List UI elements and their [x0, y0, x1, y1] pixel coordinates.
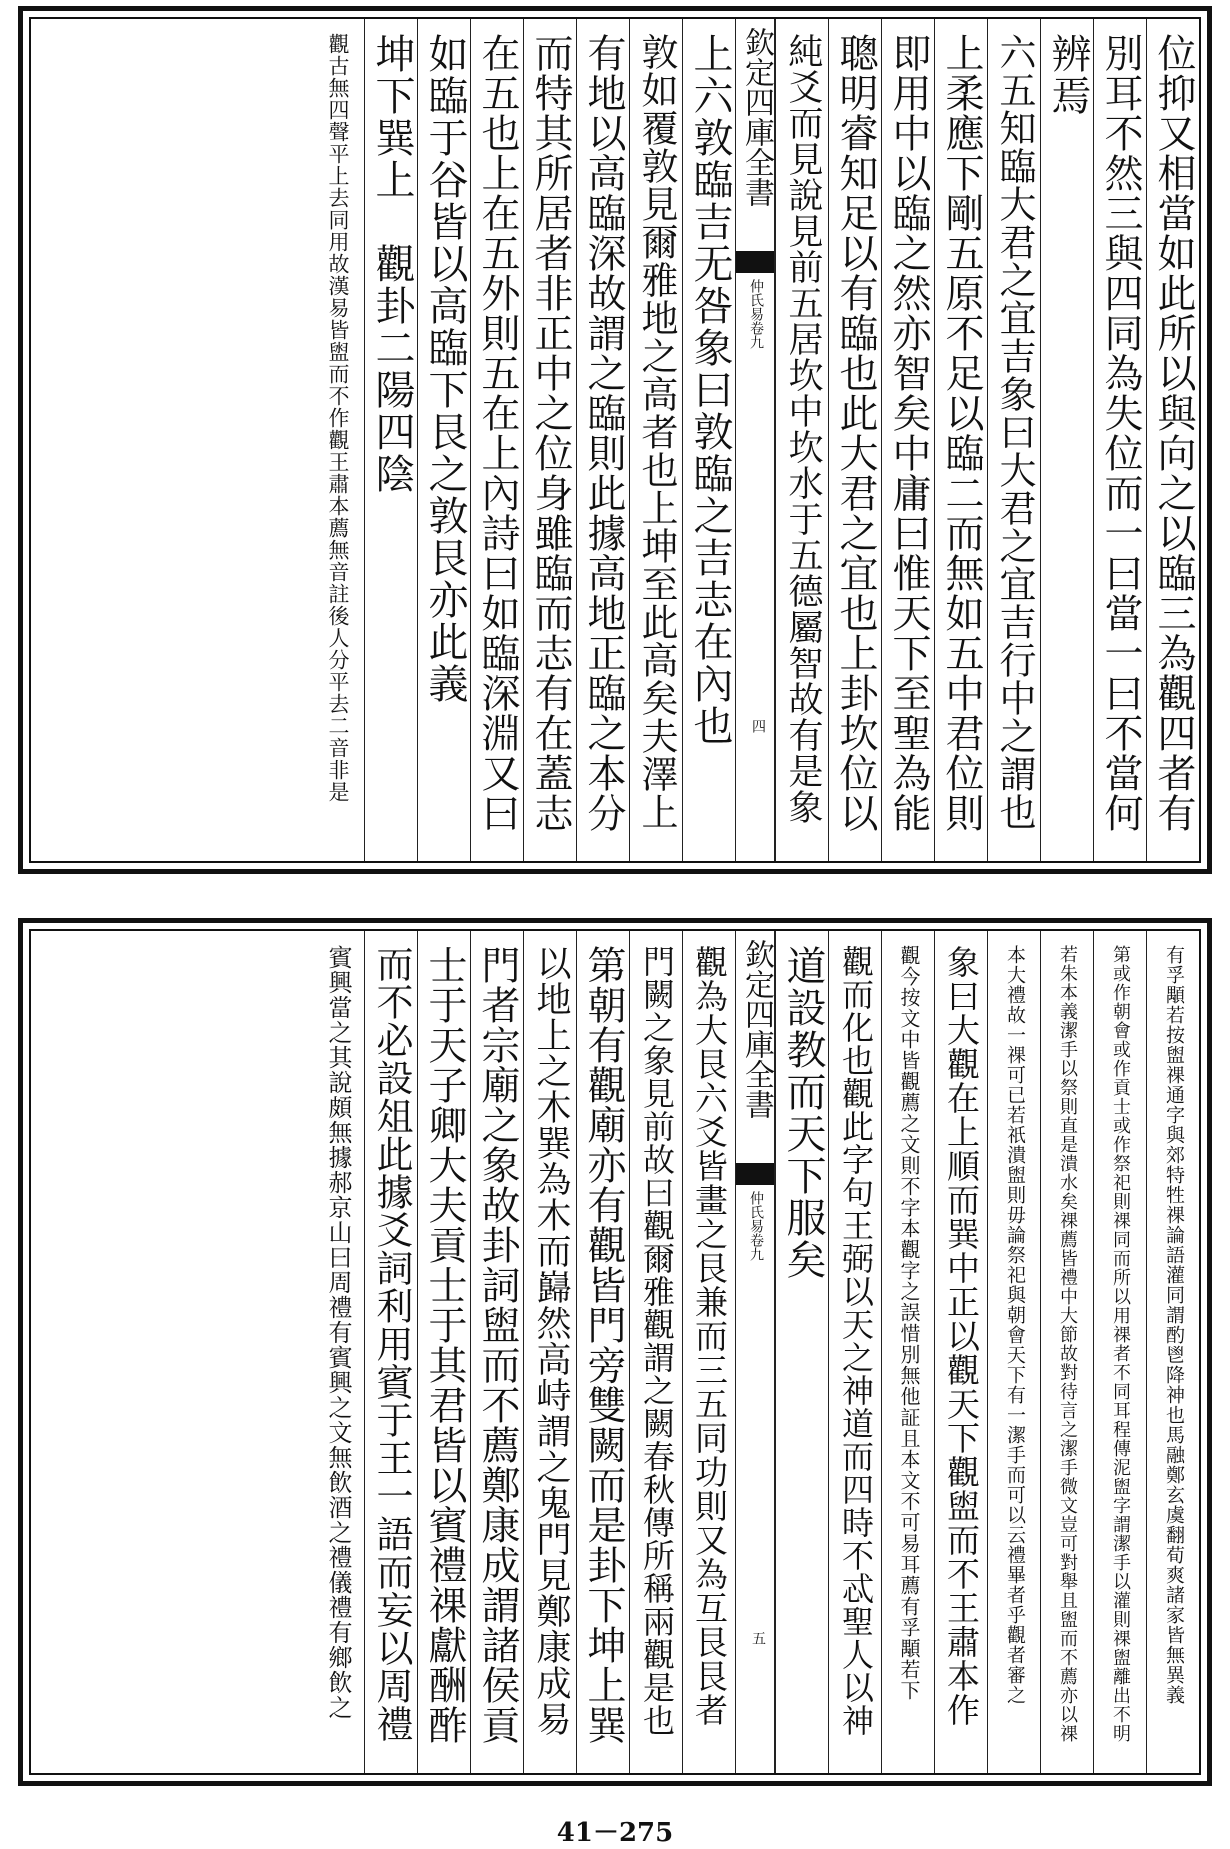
- column-text: 門闕之象見前故曰觀爾雅觀謂之闕春秋傳所稱兩觀是也: [638, 945, 676, 1737]
- column-text: 觀為大艮六爻皆畫之艮兼而三五同功則又為互艮艮者: [690, 945, 729, 1727]
- text-column: [1146, 19, 1199, 861]
- column-text: 上六敦臨吉无咎象曰敦臨之吉志在內也: [687, 33, 733, 747]
- text-column: [1040, 19, 1093, 861]
- column-text: 道設教而天下服矣: [780, 945, 826, 1281]
- column-text: 第或作朝會或作貢士或作祭祀則祼同而所以用祼者不同耳程傳泥盥字謂潔手以灌則祼盥離出不明: [1110, 945, 1131, 1743]
- column-text: 觀古無四聲平上去同用故漢易皆盥而不作觀王肅本薦無音註後人分平去二音非是: [326, 33, 350, 803]
- top-page-frame: [29, 17, 1201, 863]
- text-column: [828, 19, 881, 861]
- fishtail-mark: [736, 251, 774, 273]
- fishtail-mark: [736, 1163, 774, 1185]
- column-text: 聰明睿知足以有臨也此大君之宜也上卦坎位以: [833, 33, 878, 833]
- text-column: [576, 19, 629, 861]
- column-text: 純爻而見說見前五居坎中坎水于五德屬智故有是象: [783, 33, 823, 825]
- text-column: [364, 19, 417, 861]
- column-text: 士于天子卿大夫貢士于其君皆以賓禮祼獻酬酢: [422, 945, 467, 1745]
- text-column: [775, 19, 828, 861]
- text-column: [1146, 931, 1199, 1773]
- text-column: [682, 19, 735, 861]
- column-text: 而不必設俎此據爻詞利用賓于王一語而妄以周禮: [370, 945, 413, 1743]
- column-text: 第朝有觀廟亦有觀皆門旁雙闕而是卦下坤上巽: [581, 945, 626, 1745]
- center-strip: [735, 931, 775, 1773]
- column-text: 象曰大觀在上順而巽中正以觀天下觀盥而不王肅本作: [942, 945, 981, 1727]
- text-column: [1093, 19, 1146, 861]
- bottom-page: [18, 918, 1212, 1786]
- text-column: [987, 19, 1040, 861]
- column-text: 在五也上在五外則五在上內詩曰如臨深淵又曰: [475, 33, 520, 833]
- column-text: 坤下巽上 觀卦二陽四陰: [369, 33, 415, 495]
- text-column: [934, 931, 987, 1773]
- column-text: 賓興當之其說頗無據郝京山曰周禮有賓興之文無飲酒之禮儀禮有鄉飲之: [324, 945, 352, 1720]
- column-text: 而特其所居者非正中之位身雖臨而志有在蓋志: [528, 33, 573, 833]
- text-column: [629, 19, 682, 861]
- text-column: [523, 19, 576, 861]
- column-text: 位抑又相當如此所以與向之以臨三為觀四者有: [1151, 33, 1196, 833]
- column-text: 有孚顒若按盥祼通字與郊特牲祼論語灌同謂酌鬯降神也馬融鄭玄虞翻荀爽諸家皆無異義: [1163, 945, 1185, 1705]
- text-column: [470, 19, 523, 861]
- text-column: [881, 19, 934, 861]
- column-text: 觀而化也觀此字句王弼以天之神道而四時不忒聖人以神: [837, 945, 875, 1737]
- column-text: 若朱本義潔手以祭則直是潰水矣祼薦皆禮中大節故對待言之潔手微文豈可對舉且盥而不薦亦以祼: [1057, 945, 1078, 1743]
- column-text: 別耳不然三與四同為失位而一曰當一曰不當何: [1098, 33, 1143, 833]
- text-column: [828, 931, 881, 1773]
- volume-label: 仲氏易卷九: [748, 1191, 764, 1261]
- leaf-number: 五: [750, 1631, 766, 1645]
- column-text: 敦如覆敦見爾雅地之高者也上坤至此高矣夫澤上: [635, 33, 678, 831]
- text-column: [1040, 931, 1093, 1773]
- volume-label: 仲氏易卷九: [748, 279, 764, 349]
- top-page: [18, 6, 1212, 874]
- text-column: [1093, 931, 1146, 1773]
- column-text: 以地上之木巽為木而巋然高峙謂之鬼門見鄭康成易: [531, 945, 571, 1737]
- text-column: [775, 931, 828, 1773]
- text-column: [682, 931, 735, 1773]
- page-number: 41－275: [556, 1818, 674, 1848]
- column-text: 有地以高臨深故謂之臨則此據高地正臨之本分: [581, 33, 626, 833]
- column-text: 上柔應下剛五原不足以臨二而無如五中君位則: [939, 33, 984, 833]
- book-title: 欽定四庫全書: [739, 27, 774, 207]
- text-column: [311, 19, 364, 861]
- center-strip: [735, 19, 775, 861]
- book-title: 欽定四庫全書: [739, 939, 774, 1119]
- column-text: 本大禮故一祼可已若祇潰盥則毋論祭祀與朝會天下有一潔手而可以云禮畢者乎觀者審之: [1004, 945, 1026, 1705]
- column-text: 六五知臨大君之宜吉象曰大君之宜吉行中之謂也: [993, 33, 1036, 831]
- column-text: 即用中以臨之然亦智矣中庸曰惟天下至聖為能: [886, 33, 931, 833]
- text-column: [417, 931, 470, 1773]
- column-text: 如臨于谷皆以高臨下艮之敦艮亦此義: [422, 33, 468, 705]
- leaf-number: 四: [750, 719, 766, 733]
- column-text: 門者宗廟之象故卦詞盥而不薦鄭康成謂諸侯貢: [475, 945, 520, 1745]
- text-column: [576, 931, 629, 1773]
- text-column: [417, 19, 470, 861]
- text-column: [523, 931, 576, 1773]
- text-column: [934, 19, 987, 861]
- bottom-page-frame: [29, 929, 1201, 1775]
- column-text: 觀今按文中皆觀薦之文則不字本觀字之誤惜別無他証且本文不可易耳薦有孚顒若下: [897, 945, 921, 1701]
- text-column: [881, 931, 934, 1773]
- column-text: 辨焉: [1045, 33, 1091, 117]
- text-column: [629, 931, 682, 1773]
- text-column: [470, 931, 523, 1773]
- text-column: [311, 931, 364, 1773]
- text-column: [364, 931, 417, 1773]
- text-column: [987, 931, 1040, 1773]
